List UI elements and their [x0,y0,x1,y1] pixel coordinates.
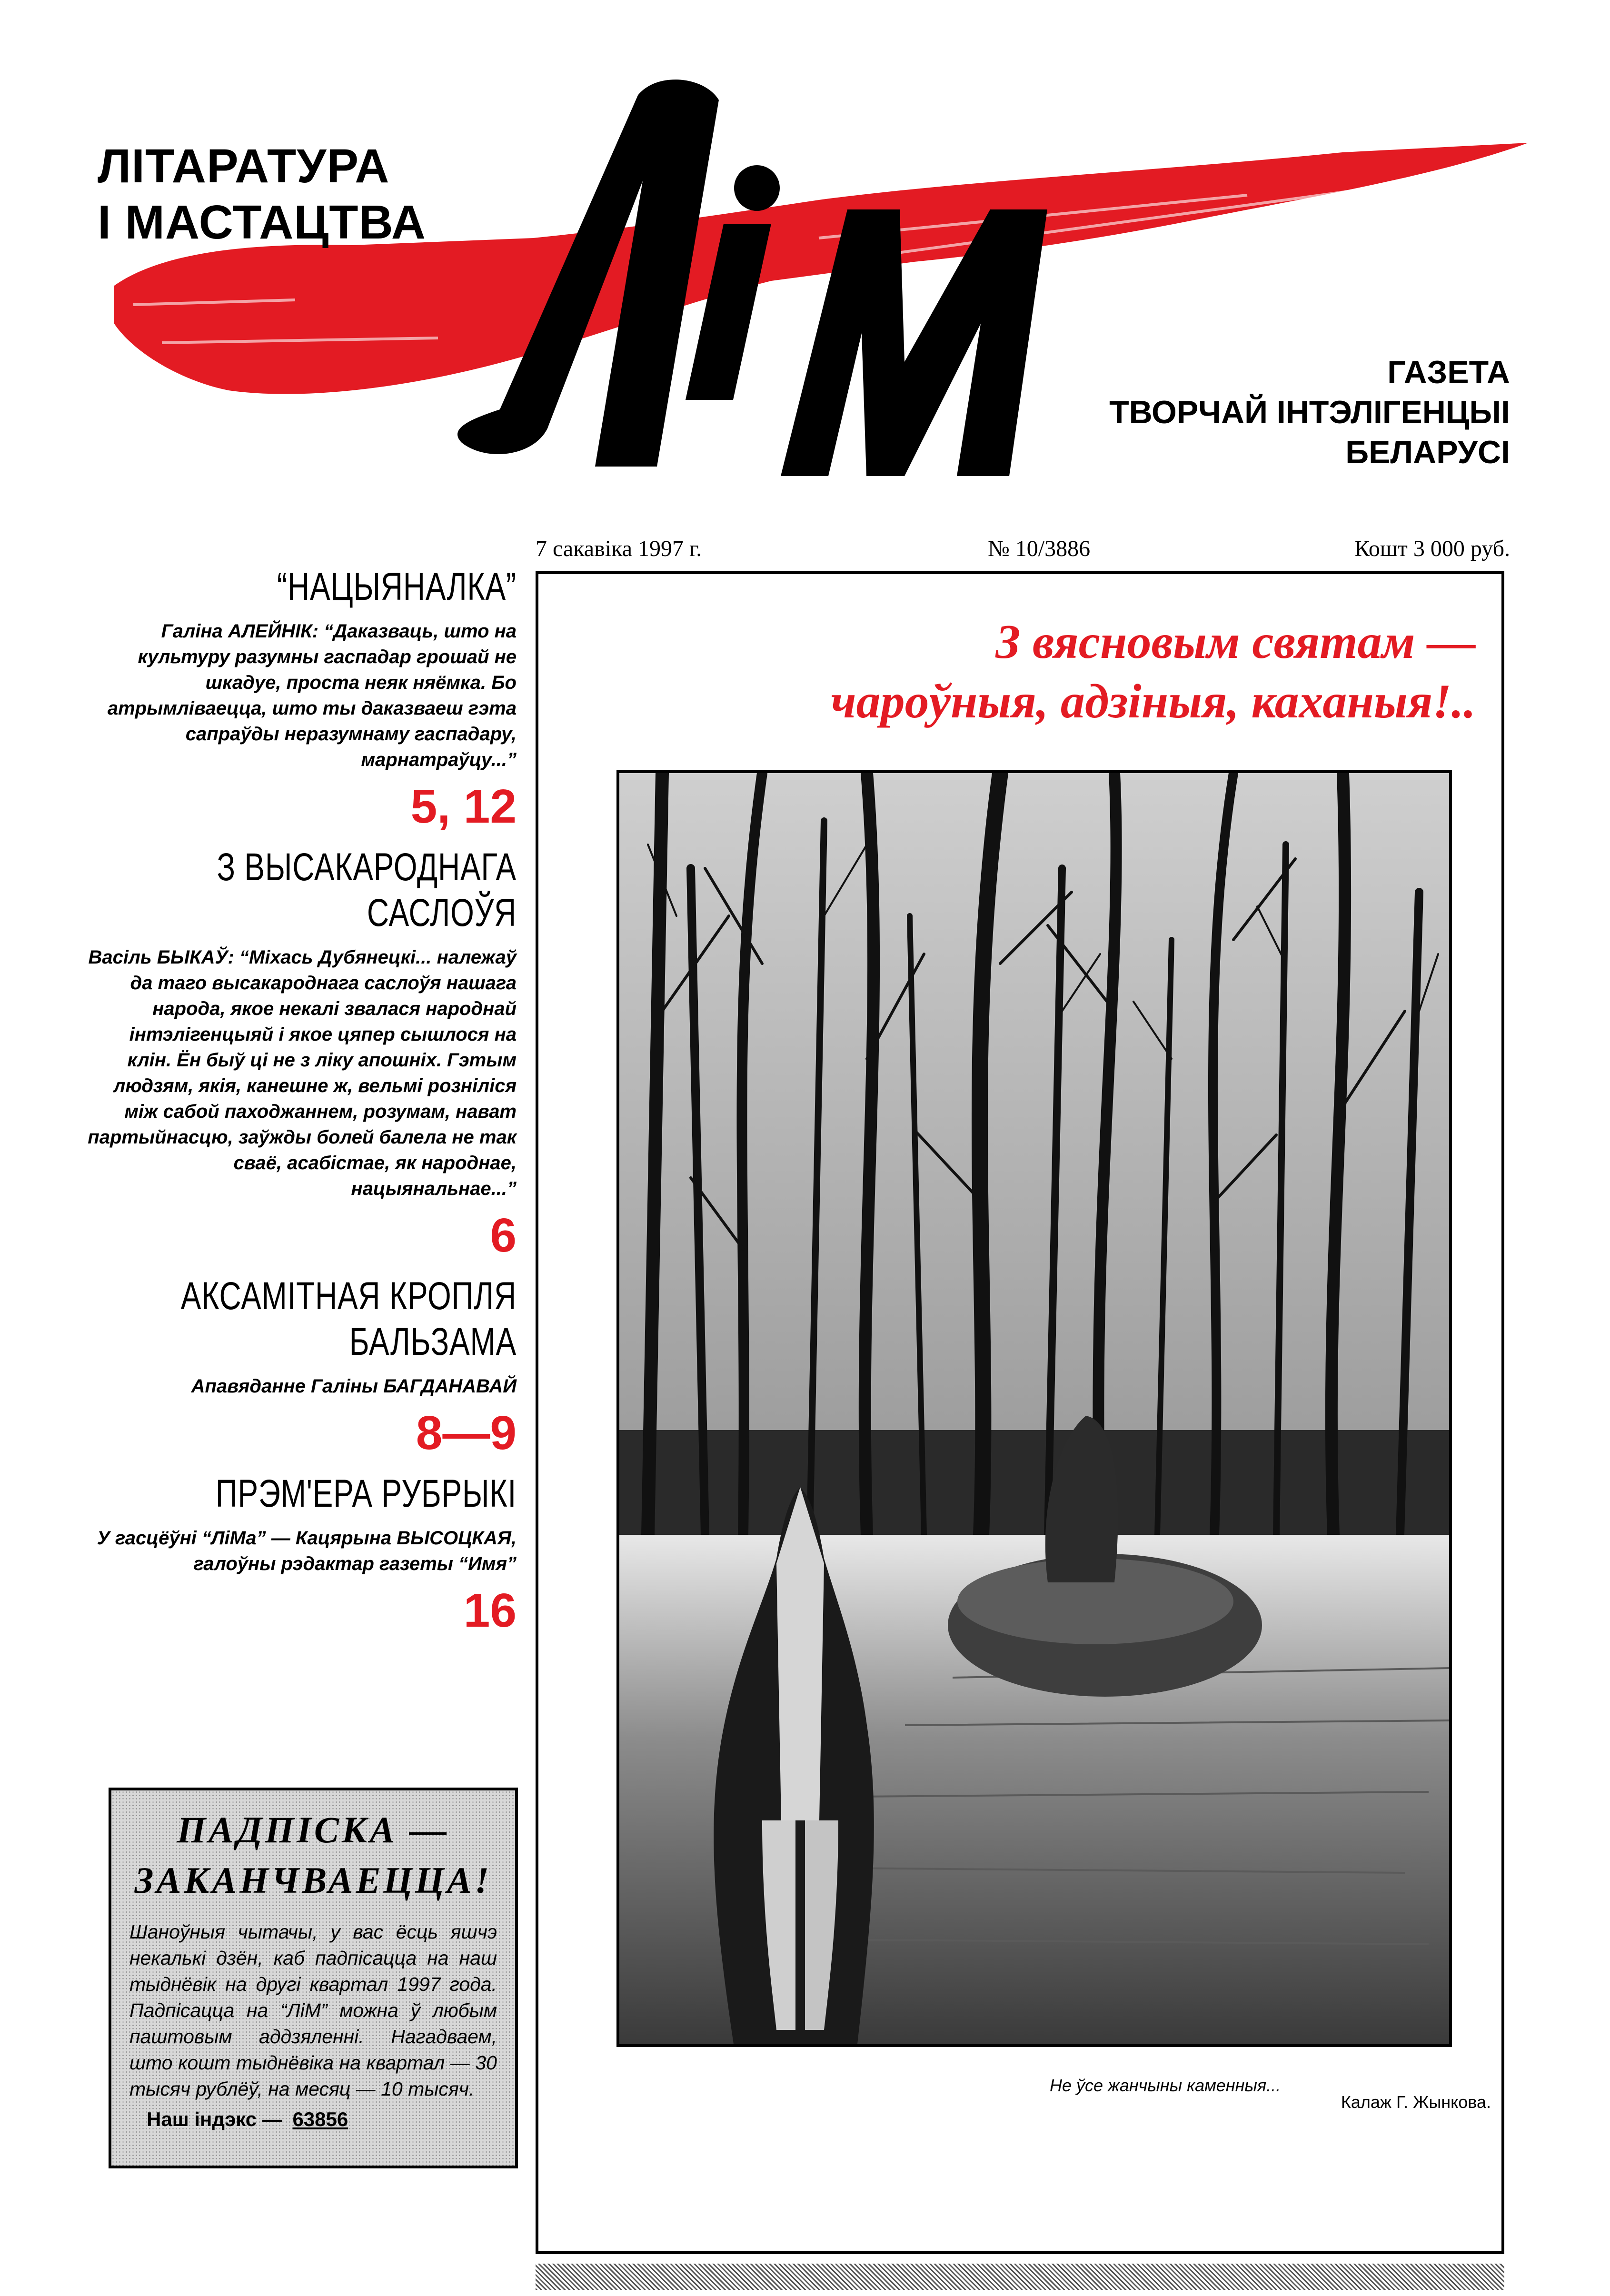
bottom-hatch-band [536,2264,1504,2290]
section-title: ПРЭМ'ЕРА РУБРЫКІ [215,1472,517,1515]
greeting-line2: чароўныя, адзіныя, каханыя!.. [831,675,1476,728]
section-natsyanalka[interactable] [81,564,517,834]
masthead-subtitle-line2: ТВОРЧАЙ ІНТЭЛІГЕНЦЫІ [1109,394,1510,430]
section-pages: 8—9 [416,1406,517,1460]
masthead-title [98,138,426,250]
subscription-text: Шаноўныя чытачы, у вас ёсць яшчэ некалькі дзён, каб падпісацца на наш тыднёвік на другі квартал 1997 года. Падпісацца на “ЛіМ” можна ў любым паштовым аддзяленні. Нагадваем, што кошт тыднёвіка на квартал — 30 тысяч рублёў, на месяц — 10 тысяч. [129,1921,497,2100]
subscription-index-value: 63856 [292,2108,348,2130]
photo-caption: Не ўсе жанчыны каменныя... [1050,2076,1281,2095]
masthead-subtitle [1109,352,1510,472]
subscription-title-line1: ПАДПІСКА — [177,1809,450,1850]
masthead-subtitle-line1: ГАЗЕТА [1387,354,1510,390]
masthead-title-line2: І МАСТАЦТВА [98,196,426,249]
subscription-index-label: Наш індэкс — [147,2108,282,2130]
section-pages: 16 [463,1584,517,1637]
subscription-title-line2: ЗАКАНЧВАЕЦЦА! [134,1859,492,1901]
issue-date: 7 сакавіка 1997 г. [536,536,702,561]
greeting-line1: З вясновым святам — [995,615,1476,669]
section-title: АКСАМІТНАЯ КРОПЛЯ БАЛЬЗАМА [180,1274,517,1363]
section-vysakarodnaga[interactable] [81,845,517,1263]
feature-photo [616,770,1452,2047]
section-teaser: У гасцёўні “ЛіМа” — Кацярына ВЫСОЦКАЯ, галоўны рэдактар газеты “Имя” [97,1528,517,1574]
section-premera[interactable] [81,1471,517,1638]
section-title: З ВЫСАКАРОДНАГА САСЛОЎЯ [217,845,517,934]
subscription-index [129,2108,497,2131]
section-teaser: Апавяданне Галіны БАГДАНАВАЙ [191,1376,517,1397]
issue-price: Кошт 3 000 руб. [1354,536,1510,561]
lim-logo [390,67,1100,481]
section-teaser: Васіль БЫКАЎ: “Міхась Дубянецкі... належаў да таго высакароднага саслоўя нашага народа, якое некалі звалася народнай інтэлігенцыяй і якое цяпер сышлося на клін. Ён быў ці не з ліку апошніх. Гэтым людзям, якія, канешне ж, вельмі розніліся між сабой паходжаннем, розумам, нават партыйнасцю, заўжды болей балела не так сваё, асабістае, як народнае, нацыянальнае...” [88,947,517,1199]
section-aksamitnaya[interactable] [81,1273,517,1461]
section-title: “НАЦЫЯНАЛКА” [277,565,517,608]
contents-column [81,564,517,1649]
section-pages: 5, 12 [410,780,517,833]
section-pages: 6 [490,1209,517,1262]
photo-credit: Калаж Г. Жынкова. [1341,2092,1491,2112]
masthead-subtitle-line3: БЕЛАРУСІ [1345,434,1510,470]
masthead-title-line1: ЛІТАРАТУРА [98,139,390,193]
issue-number: № 10/3886 [988,536,1091,561]
subscription-box [109,1788,518,2168]
collage-image [619,773,1449,2044]
section-teaser: Галіна АЛЕЙНІК: “Даказваць, што на культуру разумны гаспадар грошай не шкадуе, проста неяк няёмка. Бо атрымліваецца, што ты даказваеш гэта сапраўды неразумнаму гаспадару, марнатраўцу...” [107,621,517,770]
